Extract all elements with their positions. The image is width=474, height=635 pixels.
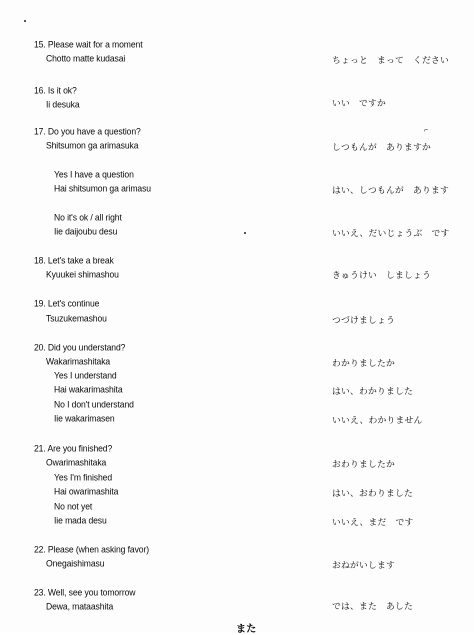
phrase-romaji: Kyuukei shimashou xyxy=(46,269,119,280)
cut-off-footer-text: また xyxy=(236,624,257,635)
phrase-romaji: Ii desuka xyxy=(46,99,80,110)
answer-japanese: はい、しつもんが あります xyxy=(332,186,449,196)
answer-japanese: はい、わかりました xyxy=(332,387,413,397)
phrase-japanese: しつもんが ありますか xyxy=(332,143,431,153)
phrase-romaji: Onegaishimasu xyxy=(46,558,105,569)
answer-romaji: Hai wakarimashita xyxy=(54,384,123,395)
answer-english: No not yet xyxy=(54,501,93,512)
phrase-romaji: Owarimashitaka xyxy=(46,457,107,468)
answer-romaji: Iie wakarimasen xyxy=(54,413,115,424)
phrase-english: 19. Let's continue xyxy=(34,298,100,309)
phrase-romaji: Chotto matte kudasai xyxy=(46,53,126,64)
scan-mark: ⌐ xyxy=(424,127,429,134)
answer-english: Yes I have a question xyxy=(54,169,134,180)
answer-romaji: Hai shitsumon ga arimasu xyxy=(54,183,151,194)
phrase-english: 21. Are you finished? xyxy=(34,443,113,454)
phrase-japanese: おねがいします xyxy=(332,561,395,571)
answer-romaji: Hai owarimashita xyxy=(54,486,119,497)
phrase-english: 22. Please (when asking favor) xyxy=(34,544,149,555)
phrase-romaji: Tsuzukemashou xyxy=(46,313,107,324)
phrase-english: 16. Is it ok? xyxy=(34,85,77,96)
answer-japanese: いいえ、まだ です xyxy=(332,518,414,528)
phrase-japanese: いい ですか xyxy=(332,99,386,109)
phrase-english: 23. Well, see you tomorrow xyxy=(34,587,136,598)
answer-romaji: Iie mada desu xyxy=(54,515,107,526)
scan-speck xyxy=(24,20,26,22)
phrase-english: 15. Please wait for a moment xyxy=(34,39,143,50)
answer-english: Yes I'm finished xyxy=(54,472,113,483)
answer-japanese: いいえ、わかりません xyxy=(332,416,423,426)
phrase-english: 17. Do you have a question? xyxy=(34,126,141,137)
scan-speck xyxy=(244,232,246,234)
phrase-english: 18. Let's take a break xyxy=(34,255,114,266)
answer-english: No it's ok / all right xyxy=(54,212,122,223)
phrase-japanese: おわりましたか xyxy=(332,460,395,470)
phrase-romaji: Wakarimashitaka xyxy=(46,356,111,367)
phrase-japanese: では、また あした xyxy=(332,602,413,612)
phrase-english: 20. Did you understand? xyxy=(34,342,126,353)
answer-japanese: いいえ、だいじょうぶ です xyxy=(332,229,450,239)
phrase-japanese: わかりましたか xyxy=(332,359,395,369)
phrase-romaji: Dewa, mataashita xyxy=(46,601,114,612)
answer-english: Yes I understand xyxy=(54,370,117,381)
phrase-japanese: つづけましょう xyxy=(332,316,395,326)
phrase-japanese: ちょっと まって ください xyxy=(332,56,449,66)
answer-japanese: はい、おわりました xyxy=(332,489,413,499)
phrase-romaji: Shitsumon ga arimasuka xyxy=(46,140,139,151)
answer-english: No I don't understand xyxy=(54,399,134,410)
phrase-japanese: きゅうけい しましょう xyxy=(332,271,431,281)
answer-romaji: Iie daijoubu desu xyxy=(54,226,118,237)
